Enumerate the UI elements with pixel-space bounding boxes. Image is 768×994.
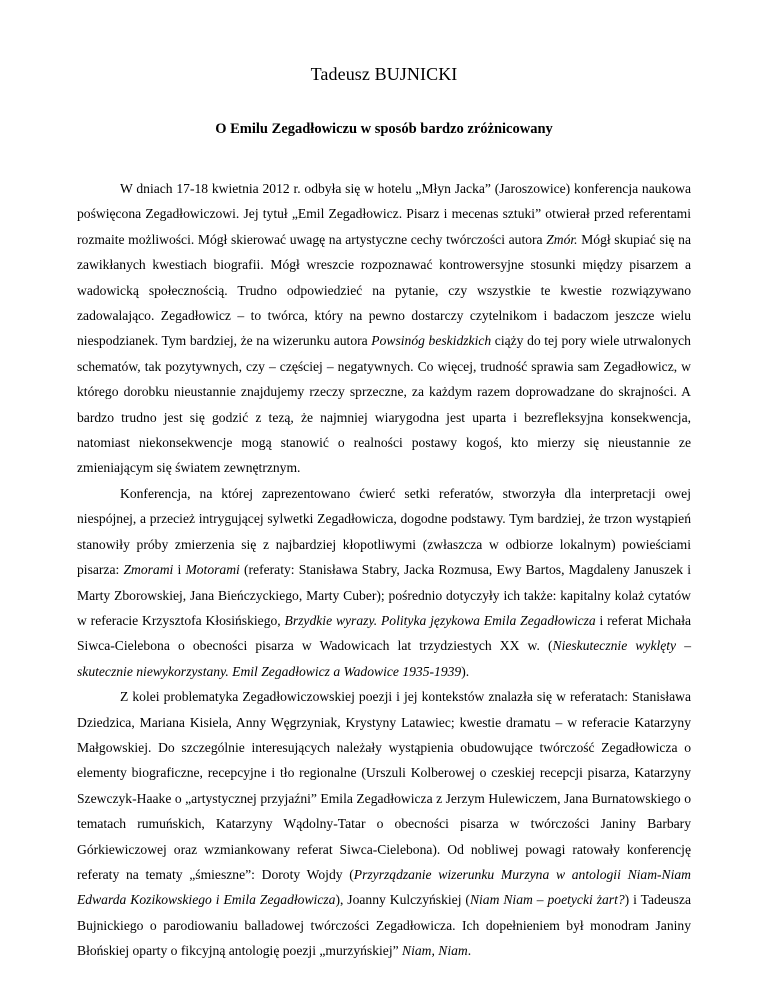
text-run: Mógł skupiać się na zawikłanych kwestiach biografii. Mógł wreszcie rozpoznawać kontrowersyjne stosunki między pisarzem a wadowicką społecznością. Trudno odpowiedzieć na pytanie, czy wszystkie te kwestie rozwiązywano zadowalająco. Zegadłowicz – to twórca, który na pewno dostarczy czytelnikom i badaczom jeszcze wielu niespodzianek. Tym bardziej, że na wizerunku autora <box>77 231 691 349</box>
text-run: ). <box>461 663 470 679</box>
italic-title: Niam, Niam <box>402 943 468 959</box>
text-run: i <box>173 562 186 578</box>
italic-title: Zmorami <box>123 562 174 578</box>
paragraph-3 <box>77 684 691 963</box>
italic-title: Powsinóg beskidzkich <box>371 333 492 349</box>
text-run: Konferencja, na której zaprezentowano ćwierć setki referatów, stworzyła dla interpretacji owej niespójnej, a przecież intrygującej sylwetki Zegadłowicza, dogodne podstawy. Tym bardziej, że trzon wystąpień stanowiły próby zmierzenia się z najbardziej kłopotliwymi (zwłaszcza w odbiorze lokalnym) powieściami pisarza: <box>77 485 691 578</box>
paragraph-2 <box>77 481 691 684</box>
italic-title: Brzydkie wyrazy. Polityka językowa Emila Zegadłowicza <box>284 612 596 628</box>
italic-title: Zmór. <box>546 231 578 247</box>
article-body <box>77 176 691 964</box>
text-run: i referat Michała Siwca-Cielebona o obecności pisarza w Wadowicach lat trzydziestych XX w. ( <box>77 612 692 654</box>
text-run: . <box>467 943 472 959</box>
text-run: Z kolei problematyka Zegadłowiczowskiej poezji i jej kontekstów znalazła się w referatach: Stanisława Dziedzica, Mariana Kisiela, Anny Węgrzyniak, Krystyny Latawiec; kwestie dramatu – w referacie Katarzyny Małgowskiej. Do szczególnie interesujących należały wystąpienia obudowujące twórczość Zegadłowicza o elementy biograficzne, recepcyjne i tło regionalne (Urszuli Kolberowej o czeskiej recepcji pisarza, Katarzyny Szewczyk-Haake o „artystycznej przyjaźni” Emila Zegadłowicza z Jerzym Hulewiczem, Jana Burnatowskiego o tematach rumuńskich, Katarzyny Wądolny-Tatar o obecności pisarza w twórczości Janiny Barbary Górkiewiczowej oraz wzmiankowany referat Siwca-Cielebona). Od nobliwej powagi ratowały konferencję referaty na tematy „śmieszne”: Doroty Wojdy ( <box>77 689 691 882</box>
italic-title: Motorami <box>185 562 240 578</box>
text-run: W dniach 17-18 kwietnia 2012 r. odbyła się w hotelu „Młyn Jacka” (Jaroszowice) konferencja naukowa poświęcona Zegadłowiczowi. Jej tytuł „Emil Zegadłowicz. Pisarz i mecenas sztuki” otwierał przed referentami rozmaite możliwości. Mógł skierować uwagę na artystyczne cechy twórczości autora <box>77 181 691 247</box>
text-run: ciąży do tej pory wiele utrwalonych schematów, tak pozytywnych, czy – częściej – negatywnych. Co więcej, trudność sprawia sam Zegadłowicz, w którego dorobku nieustannie znajdujemy rzeczy sprzeczne, za każdym razem doprowadzane do skrajności. A bardzo trudno jest się godzić z tezą, że najmniej wiarygodna jest uparta i bezrefleksyjna konsekwencja, natomiast niekonsekwencje mogą stanowić o realności postawy kogoś, kto mierzy się nieustannie ze zmieniającym się światem zewnętrznym. <box>77 333 691 476</box>
text-run: ), Joanny Kulczyńskiej ( <box>335 892 470 908</box>
text-run: (referaty: Stanisława Stabry, Jacka Rozmusa, Ewy Bartos, Magdaleny Januszek i Marty Zborowskiej, Jana Bieńczyckiego, Marty Cuber); pośrednio dotyczyły ich także: kapitalny kolaż cytatów w referacie Krzysztofa Kłosińskiego, <box>77 562 691 628</box>
text-run: ) i Tadeusza Bujnickiego o parodiowaniu balladowej twórczości Zegadłowicza. Ich dopełnieniem był monodram Janiny Błońskiej oparty o fikcyjną antologię poezji „murzyńskiej” <box>77 892 691 959</box>
italic-title: Przyrządzanie wizerunku Murzyna w antologii Niam-Niam Edwarda Kozikowskiego i Emila Zegadłowicza <box>77 866 692 908</box>
article-title: O Emilu Zegadłowiczu w sposób bardzo zróżnicowany <box>215 121 553 137</box>
author-name: Tadeusz BUJNICKI <box>310 64 458 84</box>
italic-title: Niam Niam – poetycki żart? <box>469 892 625 908</box>
italic-title: Nieskutecznie wyklęty – skutecznie niewykorzystany. Emil Zegadłowicz a Wadowice 1935-1939 <box>77 638 691 679</box>
paragraph-1 <box>77 176 691 481</box>
